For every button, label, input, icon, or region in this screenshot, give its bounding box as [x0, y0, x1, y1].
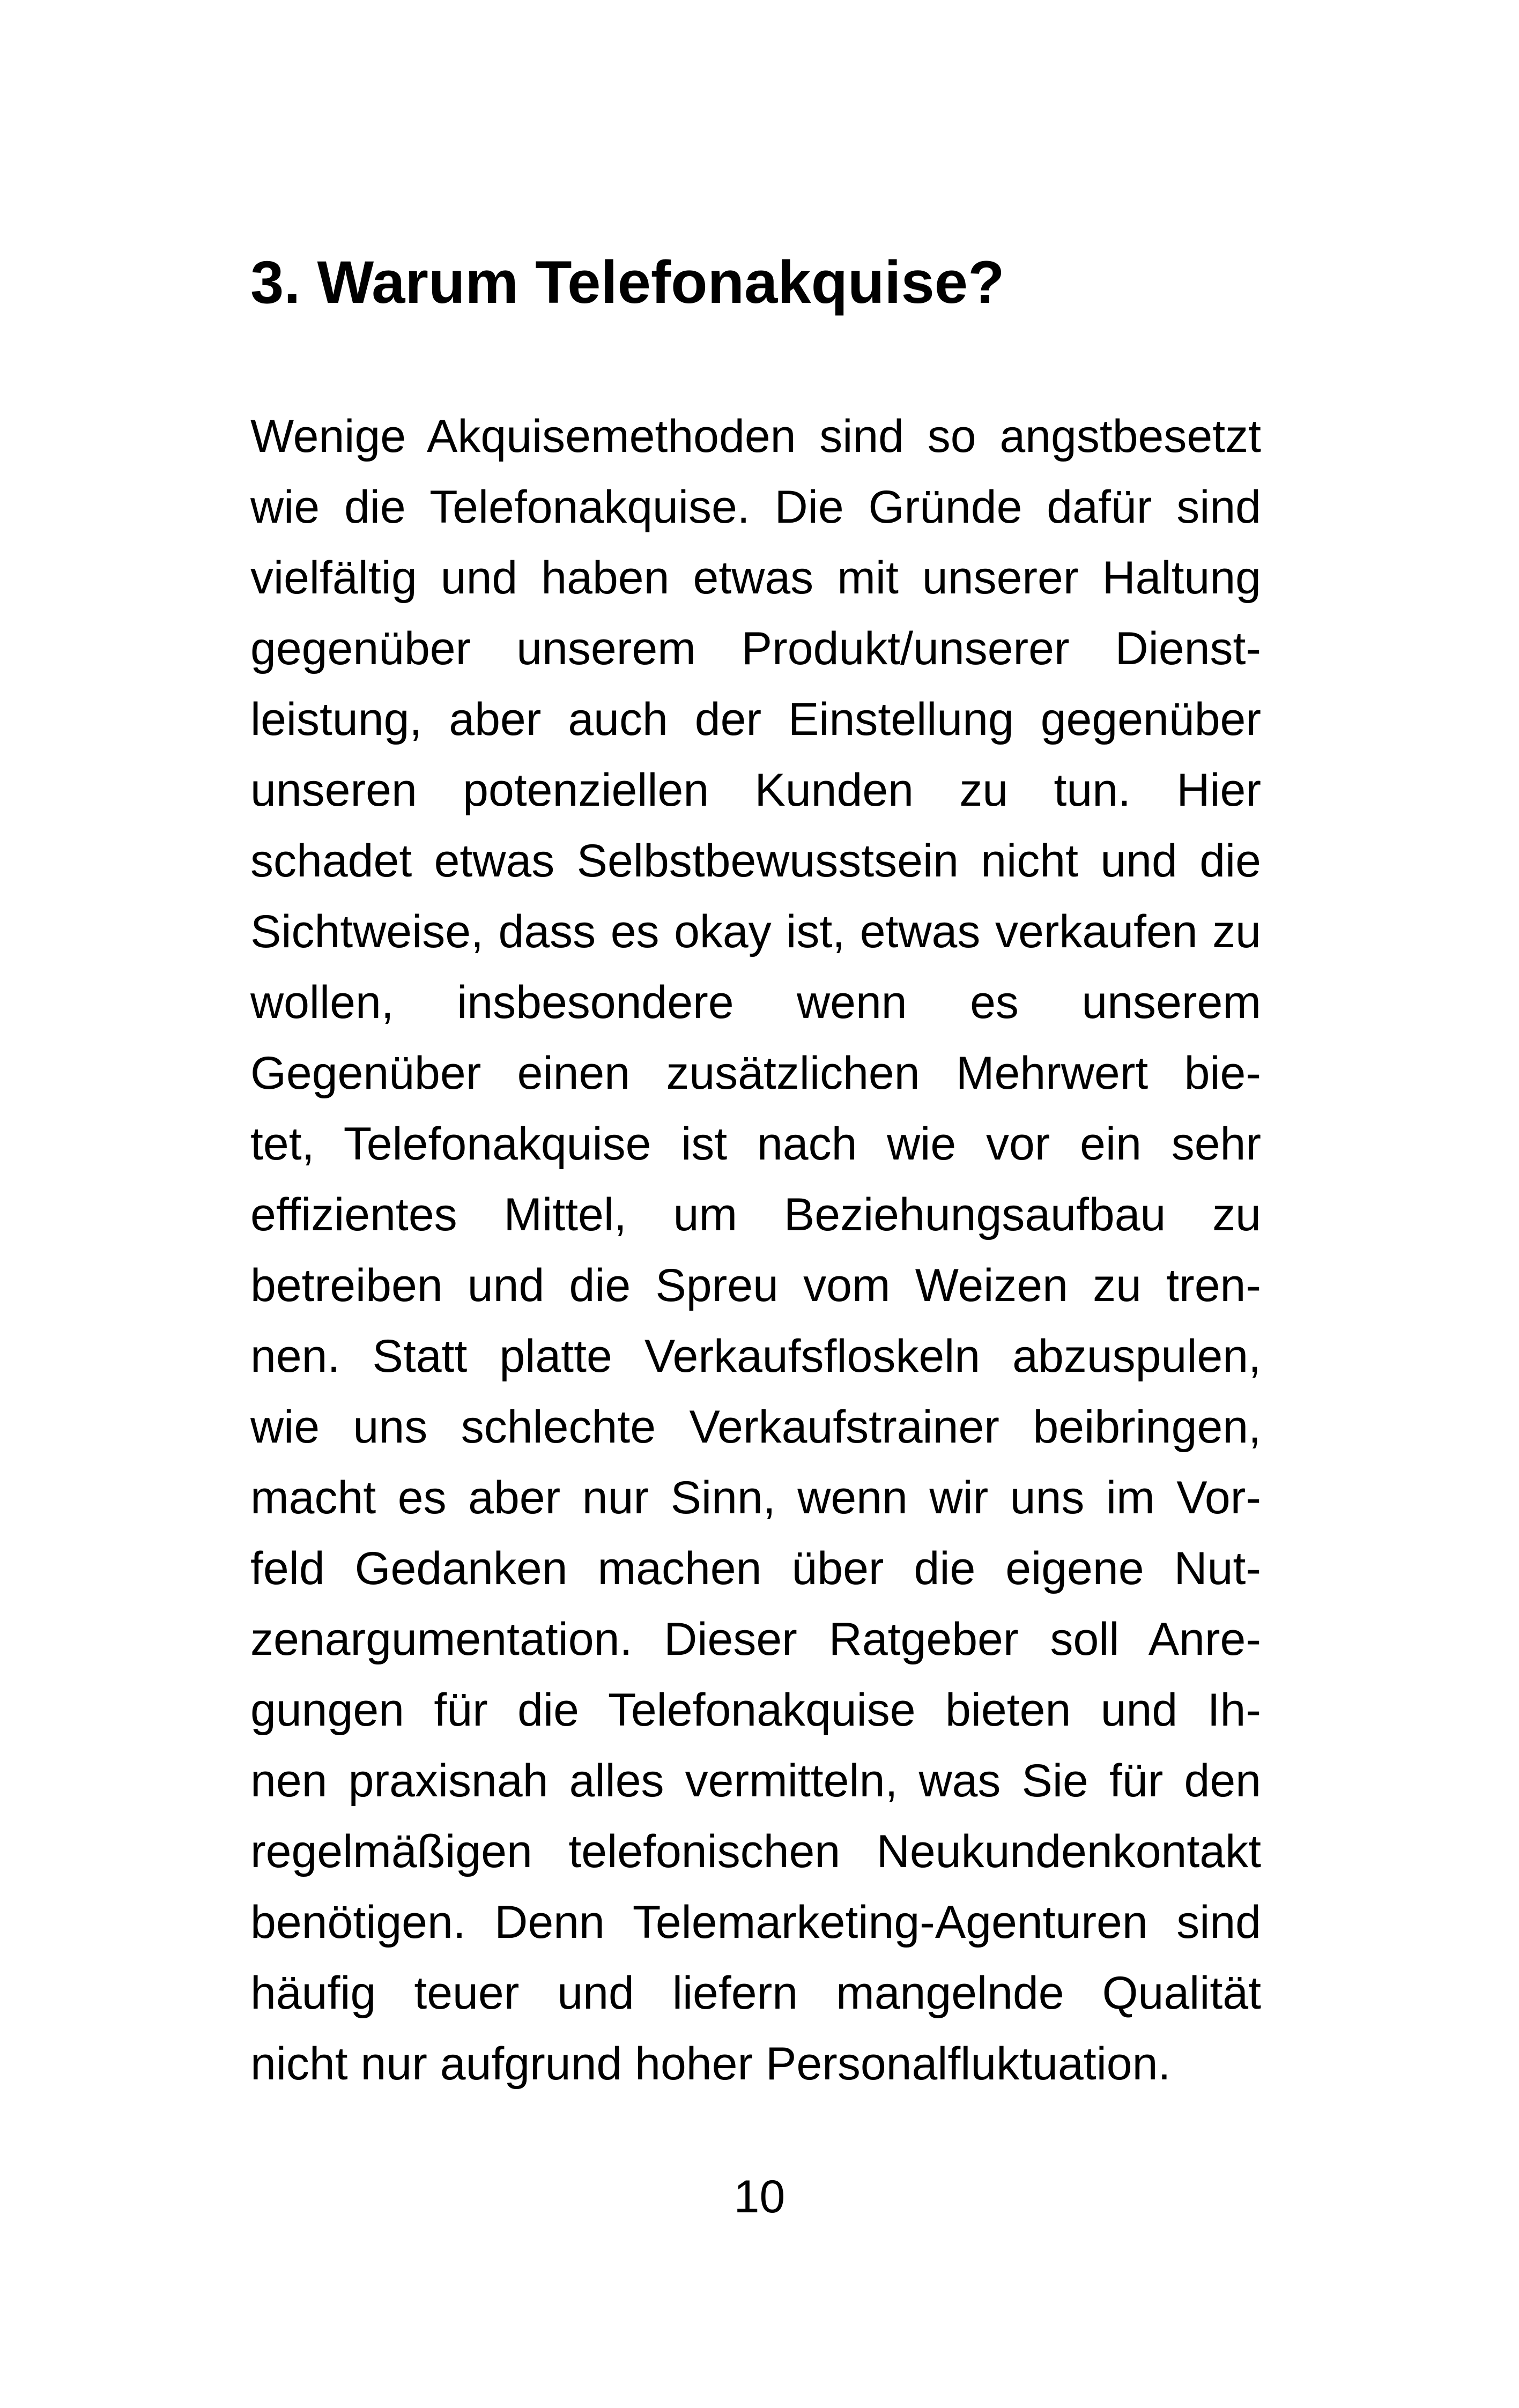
- text-line: vielfältig und haben etwas mit unserer Haltung: [250, 552, 1261, 604]
- text-line: nen. Statt platte Verkaufsfloskeln abzuspulen,: [250, 1331, 1261, 1382]
- text-line: effizientes Mittel, um Beziehungsaufbau zu: [250, 1189, 1261, 1240]
- text-line: unseren potenziellen Kunden zu tun. Hier: [250, 764, 1261, 816]
- text-line: wie uns schlechte Verkaufstrainer beibringen,: [250, 1401, 1261, 1453]
- text-line: benötigen. Denn Telemarketing-Agenturen sind: [250, 1897, 1261, 1948]
- text-line: regelmäßigen telefonischen Neukundenkontakt: [250, 1826, 1261, 1877]
- page-number: 10: [733, 2171, 786, 2223]
- text-line: wollen, insbesondere wenn es unserem: [250, 977, 1261, 1028]
- text-line: Sichtweise, dass es okay ist, etwas verkaufen zu: [250, 906, 1261, 957]
- text-line: betreiben und die Spreu vom Weizen zu tren-: [250, 1260, 1261, 1311]
- text-line: nicht nur aufgrund hoher Personalfluktuation.: [250, 2038, 1171, 2090]
- text-line: nen praxisnah alles vermitteln, was Sie für den: [250, 1755, 1261, 1807]
- text-line: macht es aber nur Sinn, wenn wir uns im Vor-: [250, 1472, 1261, 1523]
- text-line: zenargumentation. Dieser Ratgeber soll Anre-: [250, 1614, 1261, 1665]
- text-line: feld Gedanken machen über die eigene Nut-: [250, 1543, 1261, 1594]
- text-line: gegenüber unserem Produkt/unserer Dienst-: [250, 623, 1261, 674]
- text-line: Wenige Akquisemethoden sind so angstbesetzt: [250, 411, 1261, 462]
- text-line: Gegenüber einen zusätzlichen Mehrwert bie-: [250, 1047, 1261, 1099]
- text-line: häufig teuer und liefern mangelnde Qualität: [250, 1967, 1261, 2019]
- text-line: schadet etwas Selbstbewusstsein nicht und die: [250, 835, 1261, 887]
- text-line: wie die Telefonakquise. Die Gründe dafür sind: [250, 481, 1261, 533]
- body-paragraph: [250, 401, 1261, 2099]
- chapter-title: 3. Warum Telefonakquise?: [250, 249, 1005, 316]
- text-line: leistung, aber auch der Einstellung gegenüber: [250, 694, 1261, 745]
- text-line: gungen für die Telefonakquise bieten und Ih-: [250, 1684, 1261, 1736]
- text-line: tet, Telefonakquise ist nach wie vor ein sehr: [250, 1118, 1261, 1170]
